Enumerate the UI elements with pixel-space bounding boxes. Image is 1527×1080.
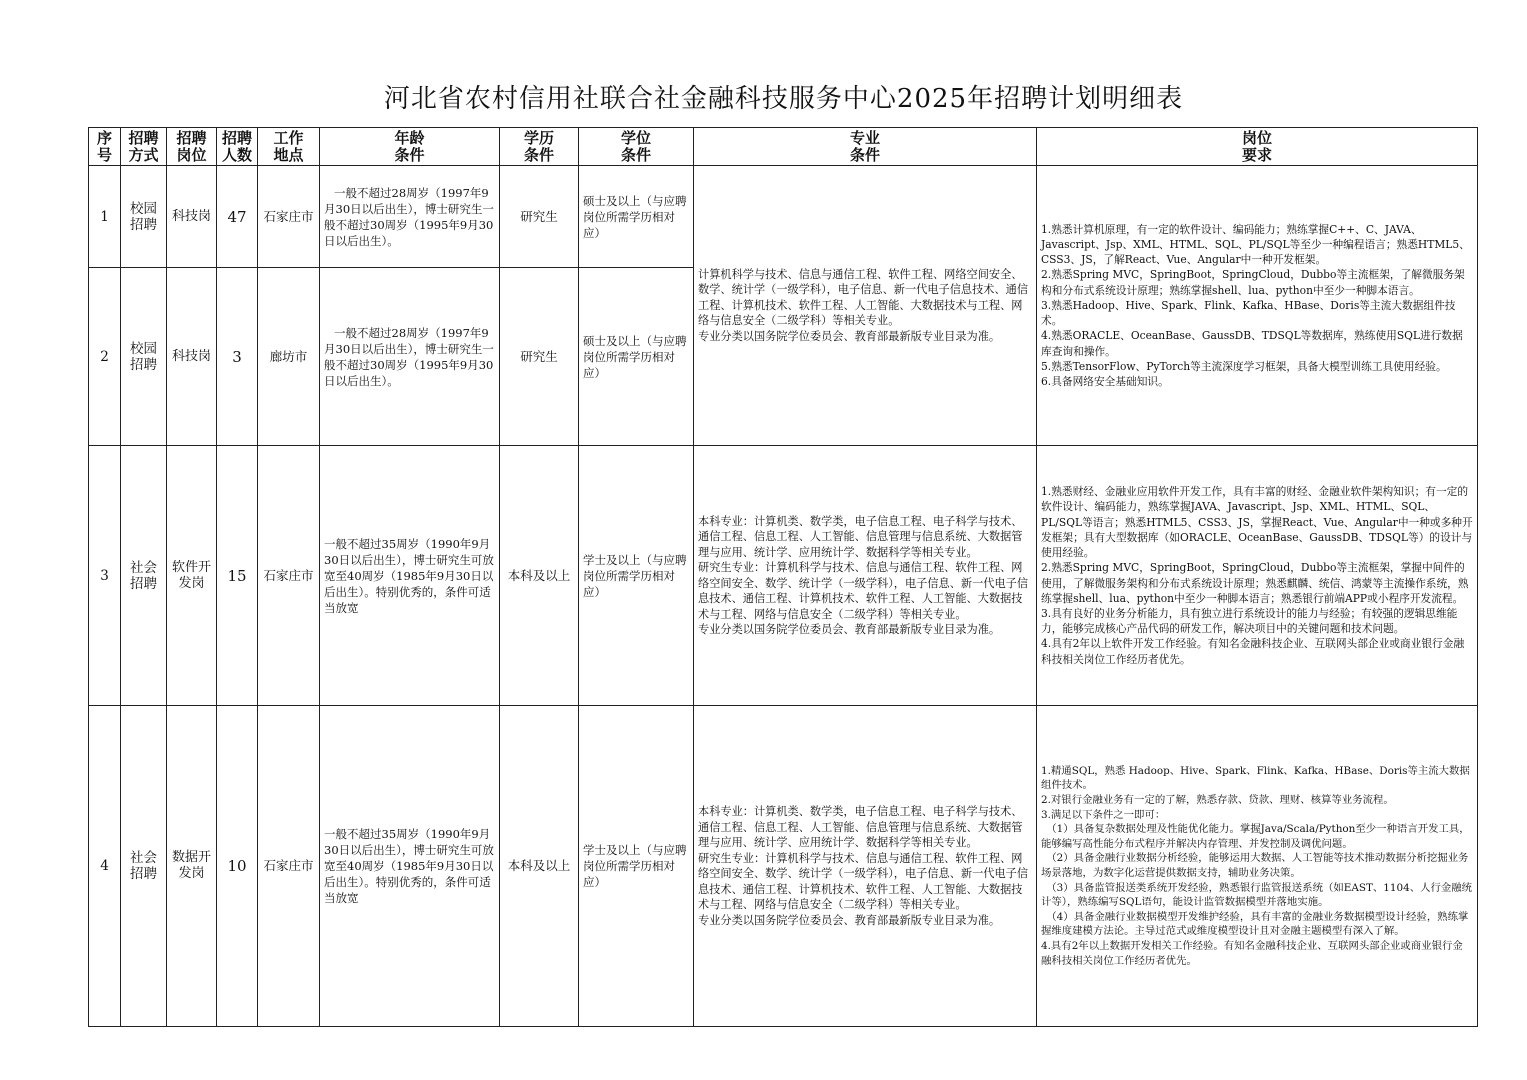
header-location: 工作 地点 [258,128,320,166]
cell-degree: 硕士及以上（与应聘岗位所需学历相对应） [579,166,694,268]
cell-age: 一般不超过35周岁（1990年9月30日以后出生），博士研究生可放宽至40周岁（1985年9月30日以后出生）。特别优秀的，条件可适当放宽 [320,706,500,1027]
cell-requirements-campus: 1.熟悉计算机原理，有一定的软件设计、编码能力；熟练掌握C++、C、JAVA、Javascript、Jsp、XML、HTML、SQL、PL/SQL等至少一种编程语言；熟悉HTML5、CSS3、JS，了解React、Vue、Angular中一种开发框架。 2.熟悉Spring MVC，SpringBoot，SpringCloud，Dubbo等主流框架，了解微服务架构和分布式系统设计原理；熟练掌握shell、lua、python中至少一种脚本语言。 3.熟悉Hadoop、Hive、Spark、Flink、Kafka、HBase、Doris等主流大数据组件技术。 4.熟悉ORACLE、OceanBase、GaussDB、TDSQL等数据库，熟练使用SQL进行数据库查询和操作。 5.熟悉TensorFlow、PyTorch等主流深度学习框架，具备大模型训练工具使用经验。 6.具备网络安全基础知识。 [1037,166,1478,446]
cell-count: 15 [217,446,258,706]
cell-major-campus: 计算机科学与技术、信息与通信工程、软件工程、网络空间安全、数学、统计学（一级学科），电子信息、新一代电子信息技术、通信工程、计算机技术、软件工程、人工智能、大数据技术与工程、网络与信息安全（二级学科）等相关专业。 专业分类以国务院学位委员会、教育部最新版专业目录为准。 [694,166,1037,446]
cell-location: 石家庄市 [258,706,320,1027]
table-row [89,446,1478,706]
cell-position: 科技岗 [167,166,217,268]
cell-age: 一般不超过35周岁（1990年9月30日以后出生），博士研究生可放宽至40周岁（1985年9月30日以后出生）。特别优秀的，条件可适当放宽 [320,446,500,706]
cell-method: 校园 招聘 [121,268,167,446]
cell-seq: 3 [89,446,121,706]
cell-requirements: 1.熟悉财经、金融业应用软件开发工作，具有丰富的财经、金融业软件架构知识；有一定的软件设计、编码能力，熟练掌握JAVA、Javascript、Jsp、XML、HTML、SQL、PL/SQL等语言；熟悉HTML5、CSS3、JS，掌握React、Vue、Angular中一种或多种开发框架；具有大型数据库（如ORACLE、OceanBase、GaussDB、TDSQL等）的设计与使用经验。 2.熟悉Spring MVC，SpringBoot，SpringCloud，Dubbo等主流框架，掌握中间件的使用，了解微服务架构和分布式系统设计原理；熟悉麒麟、统信、鸿蒙等主流操作系统，熟练掌握shell、lua、python中至少一种脚本语言；熟悉银行前端APP或小程序开发流程。 3.具有良好的业务分析能力，具有独立进行系统设计的能力与经验；有较强的逻辑思维能力，能够完成核心产品代码的研发工作，解决项目中的关键问题和技术问题。 4.具有2年以上软件开发工作经验。有知名金融科技企业、互联网头部企业或商业银行金融科技相关岗位工作经历者优先。 [1037,446,1478,706]
cell-method: 社会 招聘 [121,706,167,1027]
cell-age: 一般不超过28周岁（1997年9月30日以后出生），博士研究生一般不超过30周岁（1995年9月30日以后出生）。 [320,268,500,446]
table-row [89,706,1478,1027]
header-requirements: 岗位 要求 [1037,128,1478,166]
cell-method: 社会 招聘 [121,446,167,706]
cell-education: 研究生 [500,166,579,268]
header-position: 招聘 岗位 [167,128,217,166]
cell-seq: 2 [89,268,121,446]
header-degree: 学位 条件 [579,128,694,166]
recruitment-plan-table [88,127,1478,1027]
cell-seq: 1 [89,166,121,268]
cell-degree: 学士及以上（与应聘岗位所需学历相对应） [579,706,694,1027]
header-age: 年龄 条件 [320,128,500,166]
cell-education: 本科及以上 [500,446,579,706]
header-count: 招聘 人数 [217,128,258,166]
cell-requirements: 1.精通SQL，熟悉 Hadoop、Hive、Spark、Flink、Kafka、HBase、Doris等主流大数据组件技术。 2.对银行金融业务有一定的了解，熟悉存款、贷款、理财、核算等业务流程。 3.满足以下条件之一即可： （1）具备复杂数据处理及性能优化能力。掌握Java/Scala/Python至少一种语言开发工具，能够编写高性能分布式程序并解决内存管理、并发控制及调优问题。 （2）具备金融行业数据分析经验，能够运用大数据、人工智能等技术推动数据分析挖掘业务场景落地，为数字化运营提供数据支持，辅助业务决策。 （3）具备监管报送类系统开发经验，熟悉银行监管报送系统（如EAST、1104、人行金融统计等），熟练编写SQL语句，能设计监管数据模型并落地实施。 （4）具备金融行业数据模型开发维护经验，具有丰富的金融业务数据模型设计经验，熟练掌握维度建模方法论。主导过范式或维度模型设计且对金融主题模型有深入了解。 4.具有2年以上数据开发相关工作经验。有知名金融科技企业、互联网头部企业或商业银行金融科技相关岗位工作经历者优先。 [1037,706,1478,1027]
cell-position: 科技岗 [167,268,217,446]
cell-education: 研究生 [500,268,579,446]
cell-position: 软件开 发岗 [167,446,217,706]
cell-major: 本科专业：计算机类、数学类，电子信息工程、电子科学与技术、通信工程、信息工程、人工智能、信息管理与信息系统、大数据管理与应用、统计学、应用统计学、数据科学等相关专业。 研究生专业：计算机科学与技术、信息与通信工程、软件工程、网络空间安全、数学、统计学（一级学科），电子信息、新一代电子信息技术、通信工程、计算机技术、软件工程、人工智能、大数据技术与工程、网络与信息安全（二级学科）等相关专业。 专业分类以国务院学位委员会、教育部最新版专业目录为准。 [694,706,1037,1027]
cell-degree: 学士及以上（与应聘岗位所需学历相对应） [579,446,694,706]
page-title: 河北省农村信用社联合社金融科技服务中心2025年招聘计划明细表 [383,84,1184,114]
cell-major: 本科专业：计算机类、数学类，电子信息工程、电子科学与技术、通信工程、信息工程、人工智能、信息管理与信息系统、大数据管理与应用、统计学、应用统计学、数据科学等相关专业。 研究生专业：计算机科学与技术、信息与通信工程、软件工程、网络空间安全、数学、统计学（一级学科），电子信息、新一代电子信息技术、通信工程、计算机技术、软件工程、人工智能、大数据技术与工程、网络与信息安全（二级学科）等相关专业。 专业分类以国务院学位委员会、教育部最新版专业目录为准。 [694,446,1037,706]
cell-location: 石家庄市 [258,166,320,268]
cell-location: 廊坊市 [258,268,320,446]
header-seq: 序 号 [89,128,121,166]
table-row [89,166,1478,268]
header-method: 招聘 方式 [121,128,167,166]
cell-seq: 4 [89,706,121,1027]
cell-count: 3 [217,268,258,446]
header-education: 学历 条件 [500,128,579,166]
cell-education: 本科及以上 [500,706,579,1027]
cell-method: 校园 招聘 [121,166,167,268]
header-major: 专业 条件 [694,128,1037,166]
cell-count: 10 [217,706,258,1027]
table-header-row [89,128,1478,166]
cell-location: 石家庄市 [258,446,320,706]
cell-degree: 硕士及以上（与应聘岗位所需学历相对应） [579,268,694,446]
cell-count: 47 [217,166,258,268]
cell-position: 数据开 发岗 [167,706,217,1027]
cell-age: 一般不超过28周岁（1997年9月30日以后出生），博士研究生一般不超过30周岁（1995年9月30日以后出生）。 [320,166,500,268]
